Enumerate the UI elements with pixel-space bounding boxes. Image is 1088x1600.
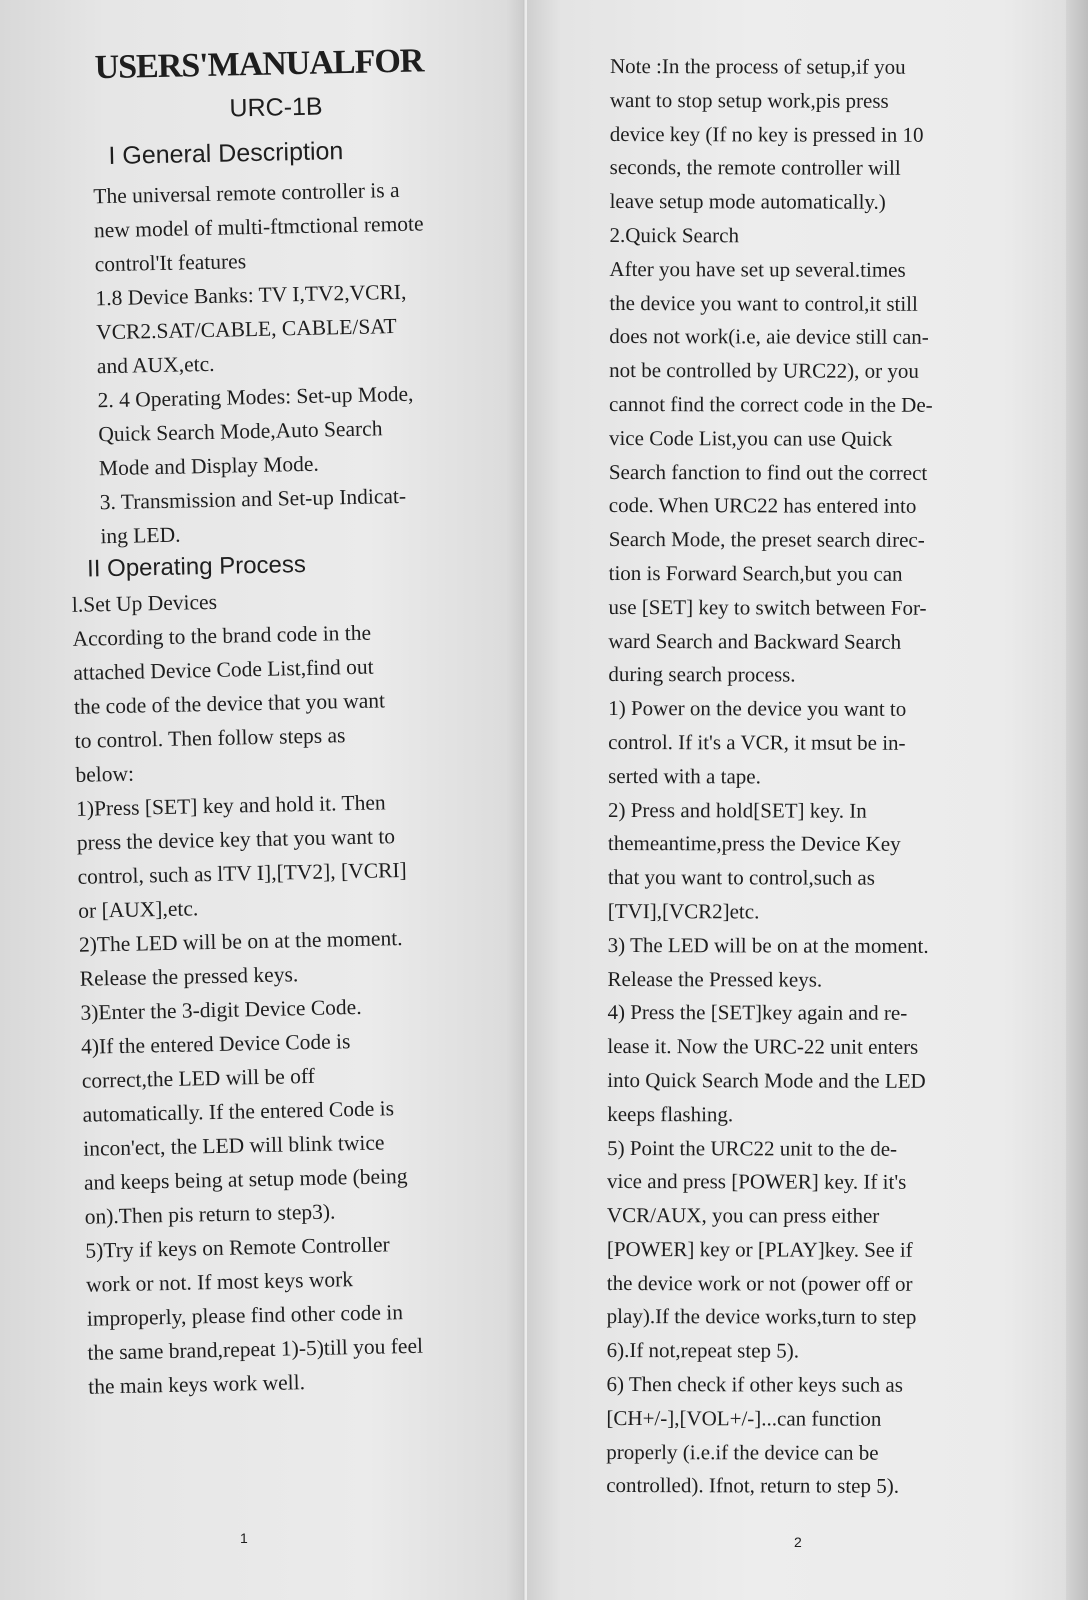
text-line: play).If the device works,turn to step [606,1304,917,1330]
text-line: 2. 4 Operating Modes: Set-up Mode, [97,381,414,413]
text-line: tion is Forward Search,but you can [608,560,903,586]
section-general-description-heading: I General Description [108,137,344,171]
text-line: 6).If not,repeat step 5). [606,1338,800,1363]
text-line: 3) The LED will be on at the moment. [607,932,929,958]
text-line: The universal remote controller is a [93,177,400,209]
text-line: 3)Enter the 3-digit Device Code. [80,994,362,1025]
text-line: properly (i.e.if the device can be [606,1439,879,1465]
text-line: 4)If the entered Device Code is [80,1029,351,1059]
page-edge [1066,0,1088,1600]
quick-search-text [606,50,970,1504]
text-line: l.Set Up Devices [71,589,218,617]
page-number-right: 2 [794,1534,802,1550]
text-line: the code of the device that you want [73,688,386,719]
text-line: 6) Then check if other keys such as [606,1372,903,1397]
text-line: the same brand,repeat 1)-5)till you feel [87,1333,424,1365]
text-line: new model of multi-ftmctional remote [93,211,424,243]
page-number-left: 1 [240,1530,248,1546]
text-line: Release the Pressed keys. [607,966,823,992]
text-line: VCR2.SAT/CABLE, CABLE/SAT [95,314,397,345]
text-line: attached Device Code List,find out [73,654,374,685]
text-line: ing LED. [100,522,181,549]
text-line: vice Code List,you can use Quick [608,425,893,451]
text-line: improperly, please find other code in [86,1300,404,1331]
left-page [0,0,527,1600]
text-line: 2) Press and hold[SET] key. In [607,797,867,823]
text-line: vice and press [POWER] key. If it's [607,1169,907,1195]
text-line: use [SET] key to switch between For- [608,594,927,620]
text-line: the main keys work well. [88,1370,306,1399]
text-line: and AUX,etc. [96,351,215,379]
operating-process-text [72,580,489,1404]
text-line: keeps flashing. [607,1101,734,1127]
text-line: control, such as lTV I],[TV2], [VCRI] [77,857,407,889]
text-line: automatically. If the entered Code is [82,1096,395,1127]
model-number: URC-1B [229,92,323,123]
text-line: does not work(i.e, aie device still can- [609,324,929,350]
text-line: into Quick Search Mode and the LED [607,1067,926,1093]
text-line: Note :In the process of setup,if you [609,53,906,79]
text-line: to control. Then follow steps as [74,723,346,753]
text-line: 1) Power on the device you want to [608,696,907,721]
text-line: code. When URC22 has entered into [608,493,917,519]
text-line: correct,the LED will be off [81,1063,316,1093]
text-line: incon'ect, the LED will blink twice [83,1130,385,1161]
text-line: Quick Search Mode,Auto Search [98,416,383,447]
text-line: 1)Press [SET] key and hold it. Then [75,790,386,821]
text-line: 3. Transmission and Set-up Indicat- [99,483,407,515]
text-line: Release the pressed keys. [79,962,299,991]
text-line: Search Mode, the preset search direc- [608,527,925,552]
text-line: Search fanction to find out the correct [608,459,928,485]
text-line: not be controlled by URC22), or you [609,358,919,383]
text-line: After you have set up several.times [609,256,906,282]
text-line: control. If it's a VCR, it msut be in- [608,729,906,755]
text-line: work or not. If most keys work [85,1267,354,1297]
text-line: According to the brand code in the [72,620,372,651]
text-line: 2.Quick Search [609,222,740,248]
text-line: [POWER] key or [PLAY]key. See if [606,1236,913,1262]
text-line: controlled). Ifnot, return to step 5). [606,1473,900,1499]
text-line: 5)Try if keys on Remote Controller [85,1232,390,1263]
text-line: that you want to control,such as [607,865,875,890]
text-line: the device work or not (power off or [606,1270,913,1296]
right-page-content [606,50,970,1504]
text-line: 4) Press the [SET]key again and re- [607,1000,908,1026]
text-line: during search process. [608,662,796,687]
left-page-content [60,30,489,1404]
text-line: lease it. Now the URC-22 unit enters [607,1034,919,1059]
text-line: 5) Point the URC22 unit to the de- [607,1135,898,1161]
text-line: 2)The LED will be on at the moment. [78,926,403,957]
text-line: the device you want to control,it still [609,290,918,316]
text-line: below: [75,761,135,787]
text-line: and keeps being at setup mode (being [83,1163,408,1195]
text-line: want to stop setup work,pis press [609,87,889,113]
text-line: control'It features [94,249,247,277]
text-line: seconds, the remote controller will [609,155,901,181]
section-operating-process-heading: II Operating Process [86,550,307,583]
text-line: on).Then pis return to step3). [84,1199,336,1229]
text-line: leave setup mode automatically.) [609,189,886,214]
text-line: ward Search and Backward Search [608,628,902,654]
text-line: [TVI],[VCR2]etc. [607,898,760,924]
text-line: themeantime,press the Device Key [607,831,901,857]
text-line: 1.8 Device Banks: TV I,TV2,VCRI, [95,279,407,311]
text-line: serted with a tape. [608,763,761,789]
text-line: VCR/AUX, you can press either [606,1203,880,1228]
text-line: Mode and Display Mode. [98,451,319,481]
general-description-text [63,172,471,554]
text-line: press the device key that you want to [76,824,396,855]
manual-title: USERS'MANUALFOR [94,42,424,87]
text-line: cannot find the correct code in the De- [609,391,933,417]
text-line: device key (If no key is pressed in 10 [609,121,924,147]
text-line: or [AUX],etc. [78,896,199,923]
text-line: [CH+/-],[VOL+/-]...can function [606,1405,882,1431]
